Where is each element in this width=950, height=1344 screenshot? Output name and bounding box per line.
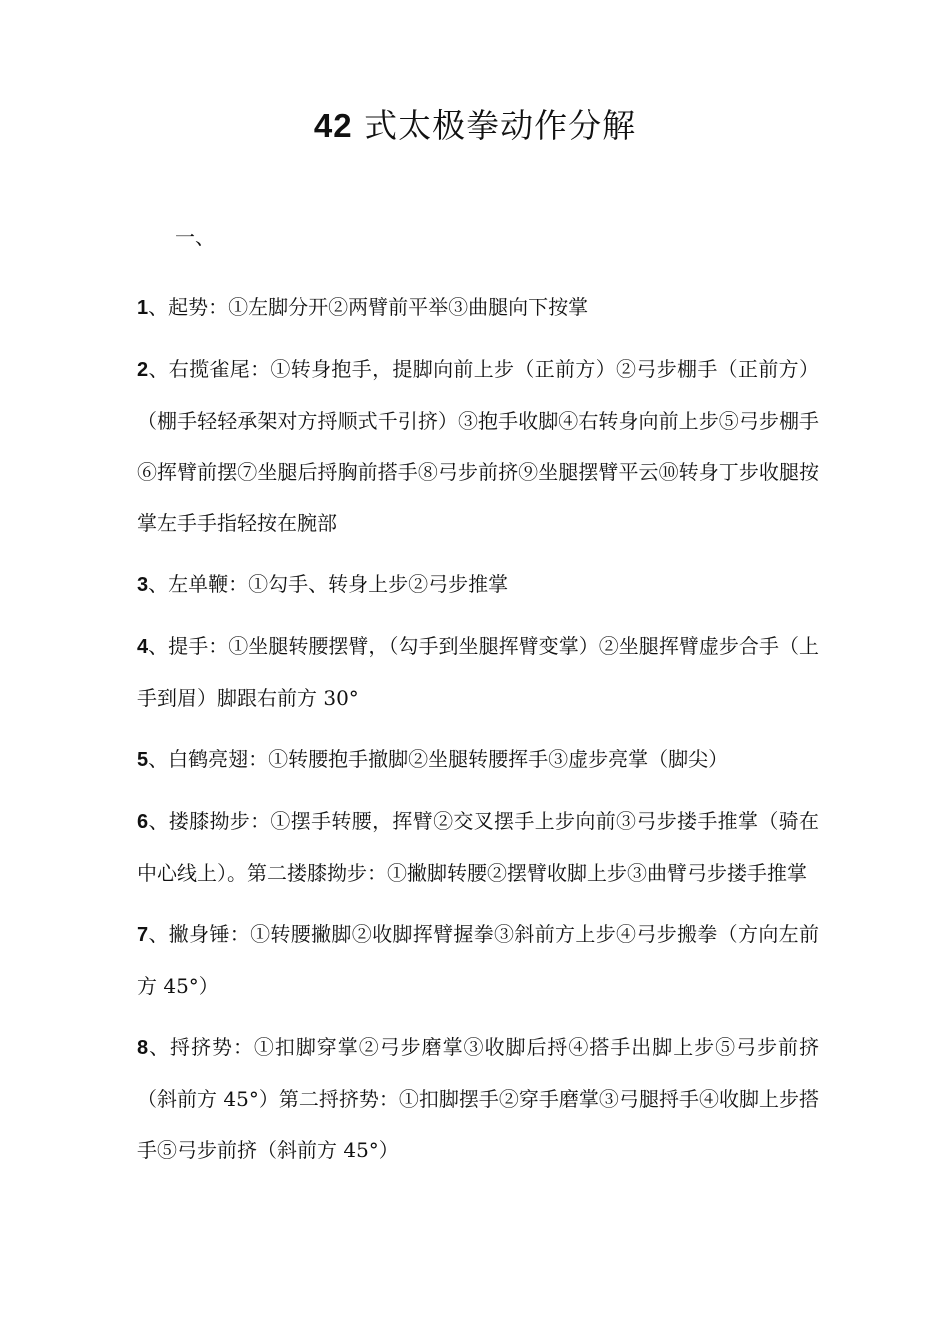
item-index: 2 <box>137 359 149 381</box>
item-text: 、捋挤势：①扣脚穿掌②弓步磨掌③收脚后捋④搭手出脚上步⑤弓步前挤（斜前方 45°）第二捋挤势：①扣脚摆手②穿手磨掌③弓腿捋手④收脚上步搭手⑤弓步前挤（斜前方 45°） <box>137 1035 819 1162</box>
item-index: 1 <box>137 297 149 319</box>
title-text: 式太极拳动作分解 <box>364 106 637 145</box>
item-text: 、右揽雀尾：①转身抱手，提脚向前上步（正前方）②弓步棚手（正前方）（棚手轻轻承架对方捋顺式千引挤）③抱手收脚④右转身向前上步⑤弓步棚手⑥挥臂前摆⑦坐腿后捋胸前搭手⑧弓步前挤⑨坐腿摆臂平云⑩转身丁步收腿按掌左手手指轻按在腕部 <box>137 357 819 535</box>
item-index: 4 <box>137 636 149 658</box>
movement-list <box>137 282 819 1186</box>
page-title <box>0 102 950 150</box>
list-item <box>137 909 819 1012</box>
item-index: 8 <box>137 1037 149 1059</box>
item-text: 、起势：①左脚分开②两臂前平举③曲腿向下按掌 <box>148 295 589 319</box>
item-index: 5 <box>137 749 149 771</box>
item-text: 、白鹤亮翅：①转腰抱手撤脚②坐腿转腰挥手③虚步亮掌（脚尖） <box>148 747 729 771</box>
item-text: 、提手：①坐腿转腰摆臂，（勾手到坐腿挥臂变掌）②坐腿挥臂虚步合手（上手到眉）脚跟右前方 30° <box>137 634 819 710</box>
item-index: 7 <box>137 924 149 946</box>
item-index: 6 <box>137 811 149 833</box>
list-item <box>137 621 819 724</box>
list-item <box>137 282 819 334</box>
title-number: 42 <box>313 107 353 144</box>
list-item <box>137 734 819 786</box>
item-text: 、撇身锤：①转腰撇脚②收脚挥臂握拳③斜前方上步④弓步搬拳（方向左前方 45°） <box>137 922 819 998</box>
list-item <box>137 796 819 899</box>
item-text: 、左单鞭：①勾手、转身上步②弓步推掌 <box>148 572 509 596</box>
list-item <box>137 1022 819 1176</box>
item-index: 3 <box>137 574 149 596</box>
section-marker: 一、 <box>175 225 215 249</box>
list-item <box>137 344 819 549</box>
list-item <box>137 559 819 611</box>
item-text: 、搂膝拗步：①摆手转腰，挥臂②交叉摆手上步向前③弓步搂手推掌（骑在中心线上）。第二搂膝拗步：①撇脚转腰②摆臂收脚上步③曲臂弓步搂手推掌 <box>137 809 819 885</box>
